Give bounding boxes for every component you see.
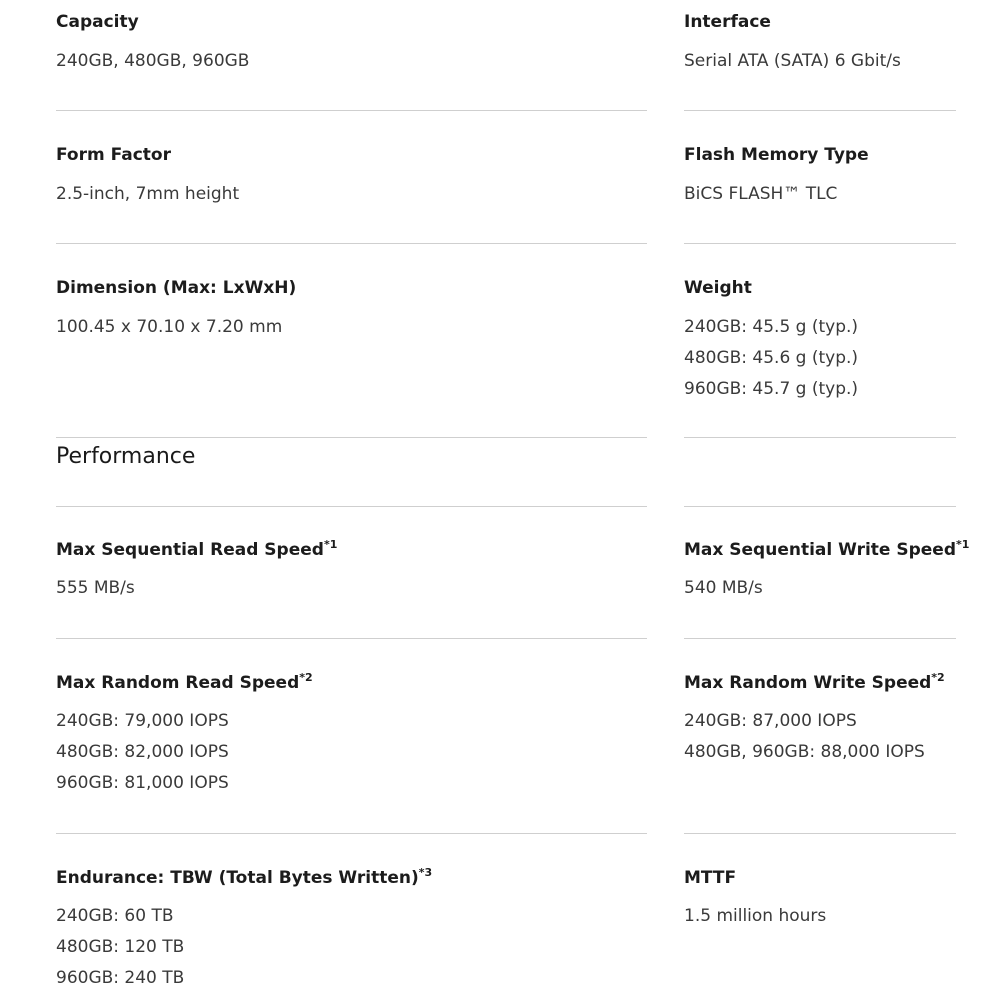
spec-value-line: Serial ATA (SATA) 6 Gbit/s	[684, 51, 901, 71]
spec-value	[56, 179, 647, 210]
spec-value	[684, 901, 956, 932]
spec-value-line: 540 MB/s	[684, 578, 763, 598]
divider	[56, 506, 647, 507]
spec-mttf	[684, 868, 956, 932]
spec-value	[56, 46, 647, 77]
spec-value	[684, 312, 956, 405]
spec-value-line: 480GB: 120 TB	[56, 937, 185, 957]
spec-label: Weight	[684, 278, 752, 298]
spec-value	[684, 179, 956, 210]
spec-value	[684, 46, 956, 77]
spec-value-line: 480GB: 82,000 IOPS	[56, 742, 229, 762]
spec-label	[56, 868, 647, 888]
footnote-marker: *1	[956, 538, 970, 551]
divider	[684, 437, 956, 438]
spec-label	[684, 673, 956, 693]
spec-value	[56, 706, 647, 799]
spec-capacity	[56, 12, 647, 77]
divider	[684, 506, 956, 507]
spec-value-line: 100.45 x 70.10 x 7.20 mm	[56, 317, 283, 337]
spec-value	[56, 901, 647, 994]
spec-value-line: 1.5 million hours	[684, 906, 827, 926]
spec-interface	[684, 12, 956, 77]
divider	[684, 243, 956, 244]
spec-seq-write	[684, 538, 970, 604]
spec-value-line: 240GB: 87,000 IOPS	[684, 711, 857, 731]
spec-value-line: 2.5-inch, 7mm height	[56, 184, 240, 204]
spec-value-line: 960GB: 81,000 IOPS	[56, 773, 229, 793]
spec-label-text: Endurance: TBW (Total Bytes Written)	[56, 868, 419, 888]
spec-label: Interface	[684, 12, 771, 32]
divider	[56, 833, 647, 834]
divider	[56, 437, 647, 438]
spec-label: Capacity	[56, 12, 139, 32]
spec-flash-memory-type	[684, 145, 956, 210]
spec-rand-read	[56, 673, 647, 799]
spec-value-line: 240GB: 79,000 IOPS	[56, 711, 229, 731]
spec-value-line: 240GB: 45.5 g (typ.)	[684, 317, 859, 337]
footnote-marker: *3	[418, 866, 433, 879]
spec-form-factor	[56, 145, 647, 210]
spec-label-text: Max Sequential Write Speed	[684, 540, 956, 560]
section-title-performance: Performance	[56, 444, 196, 469]
spec-rand-write	[684, 673, 956, 768]
spec-value	[56, 312, 647, 343]
footnote-marker: *2	[931, 671, 945, 684]
spec-label-text: Max Random Write Speed	[684, 673, 932, 693]
divider	[684, 638, 956, 639]
spec-weight	[684, 278, 956, 405]
footnote-marker: *2	[299, 671, 313, 684]
divider	[56, 243, 647, 244]
spec-label-text: Max Sequential Read Speed	[56, 540, 324, 560]
spec-label	[684, 538, 970, 560]
spec-label: Form Factor	[56, 145, 171, 165]
spec-value	[684, 573, 956, 604]
spec-label	[56, 540, 647, 560]
divider	[684, 833, 956, 834]
spec-value-line: 240GB: 60 TB	[56, 906, 174, 926]
divider	[684, 110, 956, 111]
spec-endurance	[56, 868, 647, 994]
spec-value-line: 960GB: 240 TB	[56, 968, 185, 988]
footnote-marker: *1	[323, 538, 338, 551]
spec-dimension	[56, 278, 647, 343]
spec-value	[56, 573, 647, 604]
spec-label: Flash Memory Type	[684, 145, 869, 165]
divider	[56, 110, 647, 111]
divider	[56, 638, 647, 639]
spec-label: MTTF	[684, 868, 737, 888]
spec-value-line: 480GB: 45.6 g (typ.)	[684, 348, 859, 368]
spec-value-line: 960GB: 45.7 g (typ.)	[684, 379, 859, 399]
spec-value-line: 555 MB/s	[56, 578, 135, 598]
spec-seq-read	[56, 540, 647, 604]
spec-value-line: 480GB, 960GB: 88,000 IOPS	[684, 742, 925, 762]
spec-value-line: 240GB, 480GB, 960GB	[56, 51, 250, 71]
spec-label-text: Max Random Read Speed	[56, 673, 300, 693]
spec-label	[56, 673, 647, 693]
spec-value	[684, 706, 956, 768]
spec-label: Dimension (Max: LxWxH)	[56, 278, 297, 298]
spec-value-line: BiCS FLASH™ TLC	[684, 184, 838, 204]
